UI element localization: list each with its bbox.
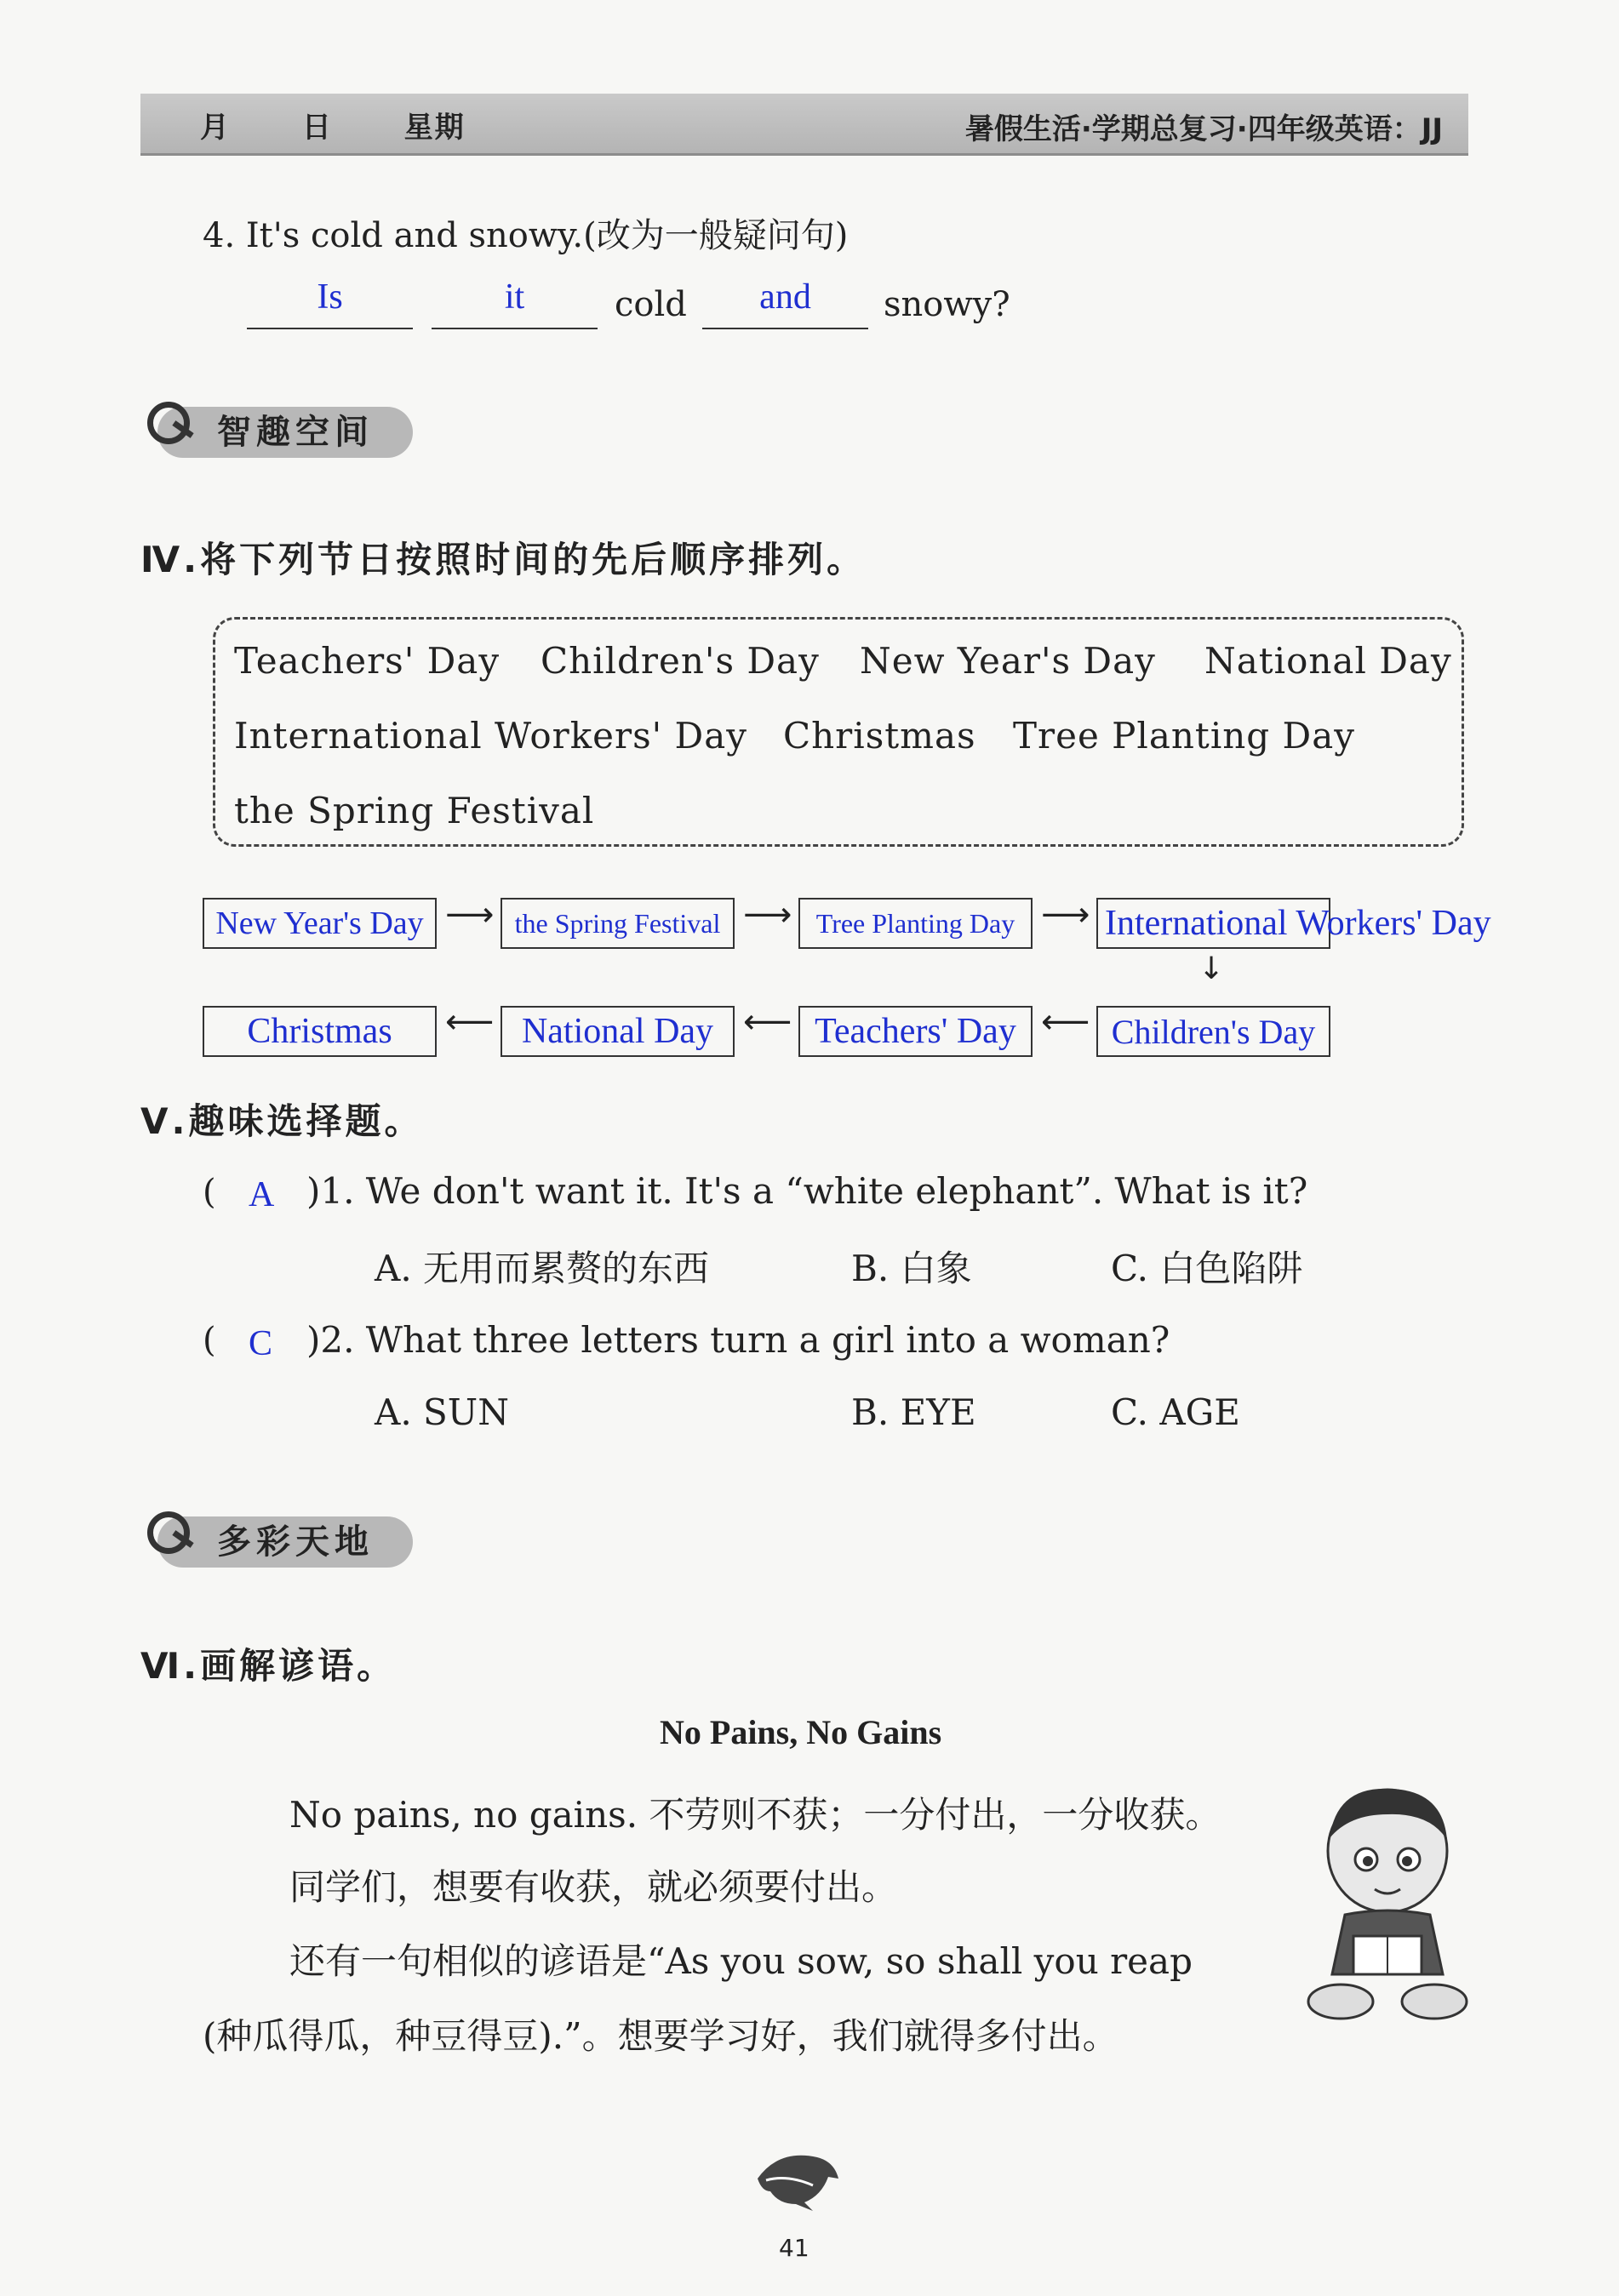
proverb-title: No Pains, No Gains <box>660 1713 942 1751</box>
arrow-left-icon: ⟵ <box>743 1002 792 1042</box>
q2-text: )2. What three letters turn a girl into a woman? <box>306 1319 1170 1361</box>
proverb-line-4: (种瓜得瓜，种豆得豆).”。想要学习好，我们就得多付出。 <box>203 2015 1118 2057</box>
arrow-right-icon: ⟶ <box>743 895 792 934</box>
proverb-line-3: 还有一句相似的谚语是“As you sow, so shall you reap <box>289 1940 1193 1982</box>
page-header <box>140 94 1468 156</box>
festival-item: National Day <box>1204 640 1452 682</box>
proverb-line-1: No pains, no gains. 不劳则不获；一分付出，一分收获。 <box>289 1794 1221 1836</box>
q1-option-c: C. 白色陷阱 <box>1111 1248 1303 1289</box>
page-number: 41 <box>779 2234 810 2262</box>
book-title: 暑假生活·学期总复习·四年级英语：JJ <box>964 112 1443 146</box>
order-box-8[interactable]: Christmas <box>203 1006 437 1057</box>
part4-title: Ⅳ.将下列节日按照时间的先后顺序排列。 <box>140 539 867 580</box>
festival-item: Christmas <box>783 715 976 757</box>
festival-item: Children's Day <box>541 640 820 682</box>
order-box-6[interactable]: Teachers' Day <box>798 1006 1033 1057</box>
magnifier-icon <box>147 1511 190 1554</box>
section-badge-label: 智趣空间 <box>217 413 374 452</box>
section-badge-label: 多彩天地 <box>217 1522 374 1562</box>
q2-answer[interactable]: C <box>249 1324 273 1363</box>
month-label: 月 <box>200 111 231 145</box>
order-box-3[interactable]: Tree Planting Day <box>798 898 1033 949</box>
day-label: 日 <box>301 111 333 145</box>
q2-paren-open: ( <box>203 1321 216 1360</box>
q1-text: )1. We don't want it. It's a “white elephant”. What is it? <box>306 1170 1308 1212</box>
festival-item: International Workers' Day <box>234 715 747 757</box>
arrow-right-icon: ⟶ <box>1041 895 1090 934</box>
q4-blank-3[interactable]: and <box>702 277 868 329</box>
order-box-5[interactable]: Children's Day <box>1096 1006 1330 1057</box>
festival-item: Tree Planting Day <box>1013 715 1355 757</box>
festival-item: Teachers' Day <box>234 640 501 682</box>
q2-option-c: C. AGE <box>1111 1391 1240 1433</box>
boy-reading-illustration <box>1302 1779 1473 2025</box>
q1-paren-open: ( <box>203 1173 216 1212</box>
q2-option-a: A. SUN <box>375 1391 509 1433</box>
order-box-1[interactable]: New Year's Day <box>203 898 437 949</box>
q4-word-end: snowy? <box>884 285 1010 324</box>
arrow-left-icon: ⟵ <box>445 1002 495 1042</box>
q4-blank-2[interactable]: it <box>432 277 598 329</box>
magnifier-icon <box>147 402 190 444</box>
arrow-right-icon: ⟶ <box>445 895 495 934</box>
part6-title: Ⅵ.画解谚语。 <box>140 1645 397 1687</box>
arrow-down-icon: ↓ <box>1199 951 1225 986</box>
q4-word-cold: cold <box>615 285 687 324</box>
q1-option-a: A. 无用而累赘的东西 <box>375 1248 710 1289</box>
part5-title: Ⅴ.趣味选择题。 <box>140 1100 424 1142</box>
order-box-2[interactable]: the Spring Festival <box>501 898 735 949</box>
weekday-label: 星期 <box>403 111 466 145</box>
order-box-7[interactable]: National Day <box>501 1006 735 1057</box>
q1-option-b: B. 白象 <box>851 1248 972 1289</box>
dolphin-icon <box>753 2145 847 2213</box>
arrow-left-icon: ⟵ <box>1041 1002 1090 1042</box>
q4-prompt: 4. It's cold and snowy.(改为一般疑问句) <box>203 216 849 255</box>
q1-answer[interactable]: A <box>249 1175 275 1214</box>
q2-option-b: B. EYE <box>851 1391 976 1433</box>
proverb-line-2: 同学们，想要有收获，就必须要付出。 <box>289 1866 898 1908</box>
section-badge-colorful <box>157 1516 413 1568</box>
date-fields <box>200 104 525 146</box>
section-badge-fun <box>157 407 413 458</box>
order-box-4[interactable]: International Workers' Day <box>1096 898 1330 949</box>
festival-item: New Year's Day <box>860 640 1156 682</box>
festival-item: the Spring Festival <box>234 790 595 831</box>
q4-blank-1[interactable]: Is <box>247 277 413 329</box>
